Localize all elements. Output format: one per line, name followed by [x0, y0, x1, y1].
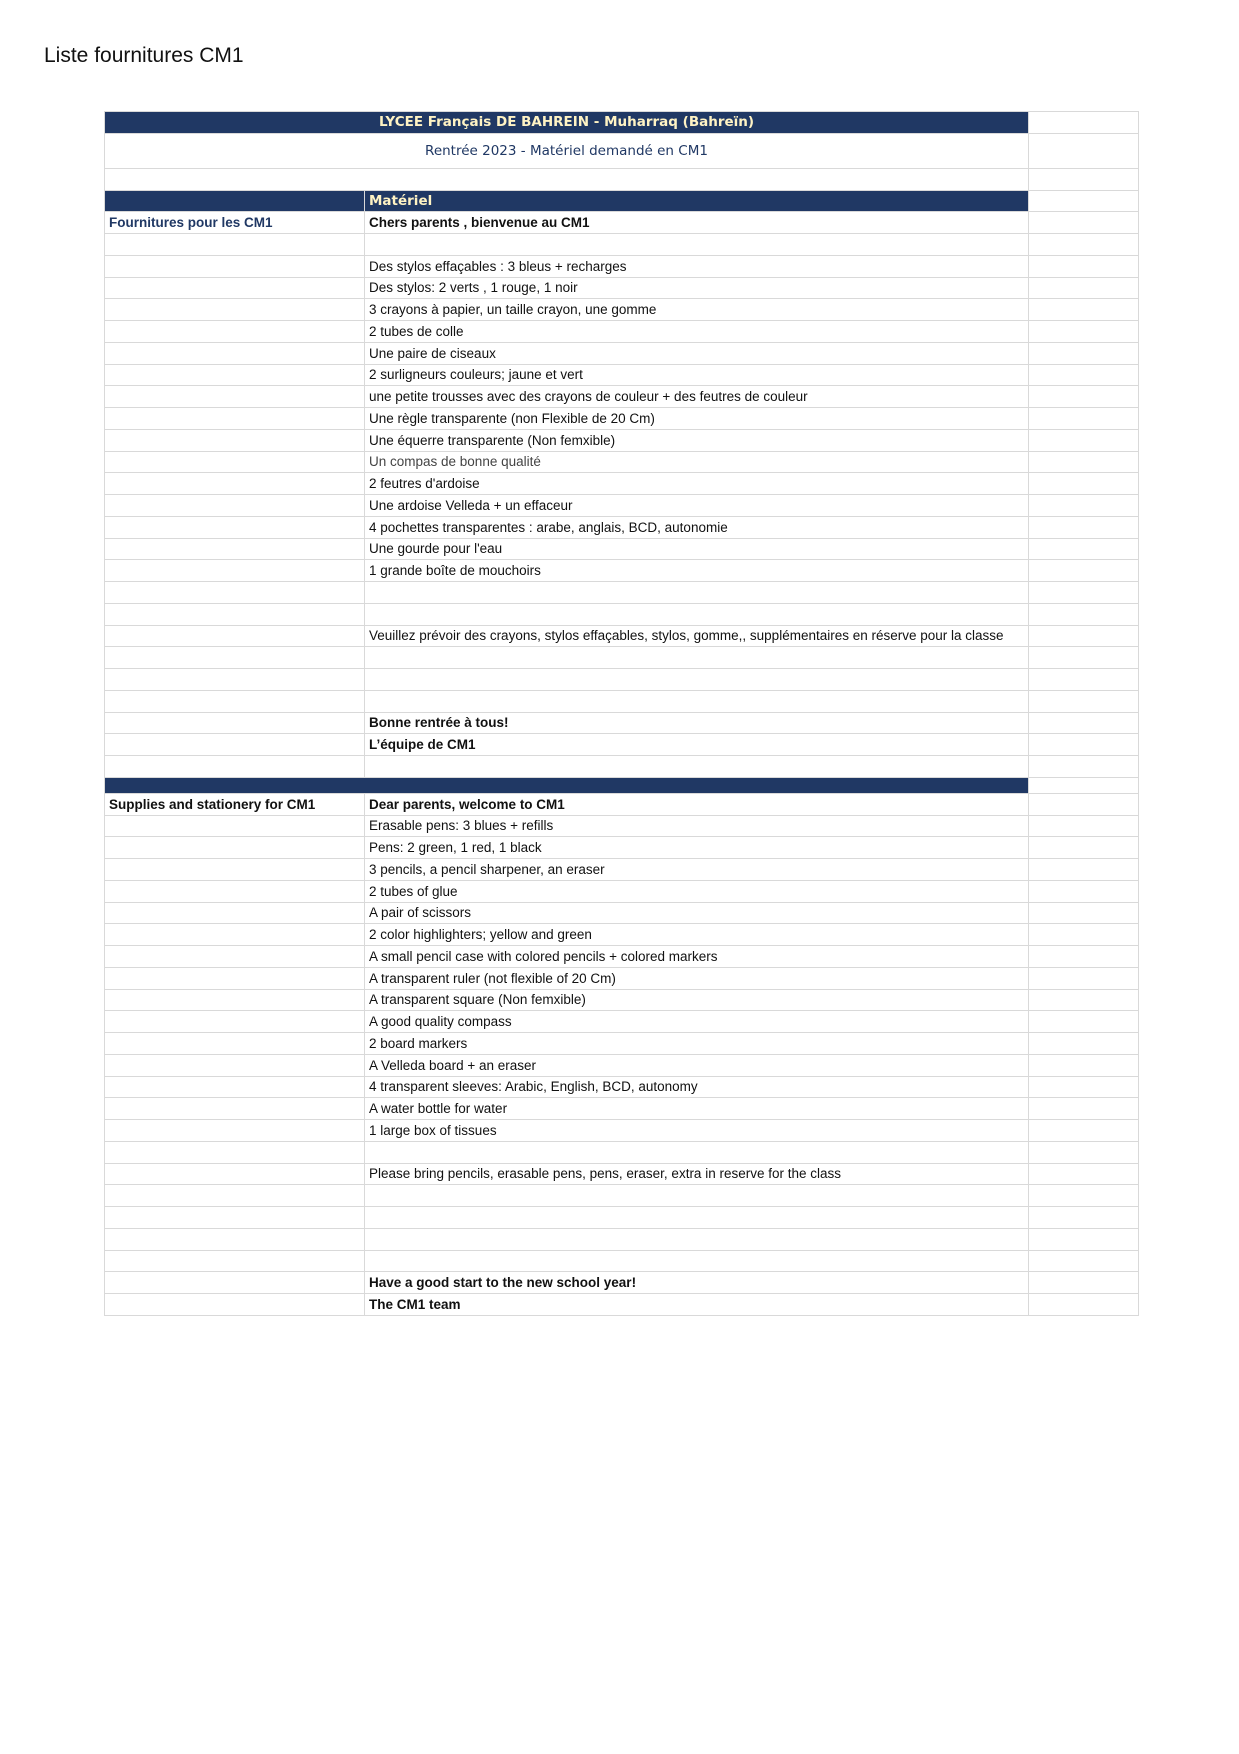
en-item-row	[105, 815, 1139, 837]
en-item-row	[105, 1033, 1139, 1055]
fr-item-row	[105, 495, 1139, 517]
fr-item: 1 grande boîte de mouchoirs	[365, 560, 1029, 582]
en-closing-row	[105, 1294, 1139, 1316]
en-item-row	[105, 1076, 1139, 1098]
fr-greeting: Chers parents , bienvenue au CM1	[365, 212, 1029, 234]
en-item-row	[105, 880, 1139, 902]
empty-row	[105, 1228, 1139, 1250]
fr-closing-row	[105, 734, 1139, 756]
document-title: Liste fournitures CM1	[44, 44, 244, 67]
fr-item: Une règle transparente (non Flexible de 20 Cm)	[365, 408, 1029, 430]
fr-item-row	[105, 451, 1139, 473]
empty-row	[105, 1250, 1139, 1272]
section-divider-row	[105, 777, 1139, 793]
fr-item: Une paire de ciseaux	[365, 342, 1029, 364]
fr-item-row	[105, 473, 1139, 495]
empty-row	[105, 1207, 1139, 1229]
en-section-label: Supplies and stationery for CM1	[105, 793, 365, 815]
empty-row	[105, 603, 1139, 625]
en-item: A transparent ruler (not flexible of 20 Cm)	[365, 967, 1029, 989]
empty-row	[105, 669, 1139, 691]
material-header-row	[105, 190, 1139, 212]
en-item: 2 tubes of glue	[365, 880, 1029, 902]
empty-row	[105, 1185, 1139, 1207]
fr-item-row	[105, 516, 1139, 538]
en-greeting: Dear parents, welcome to CM1	[365, 793, 1029, 815]
en-item: A water bottle for water	[365, 1098, 1029, 1120]
fr-closing-1: Bonne rentrée à tous!	[365, 712, 1029, 734]
en-item-row	[105, 946, 1139, 968]
fr-item-row	[105, 429, 1139, 451]
en-item: A good quality compass	[365, 1011, 1029, 1033]
en-note: Please bring pencils, erasable pens, pens, eraser, extra in reserve for the class	[365, 1163, 1029, 1185]
fr-item-row	[105, 408, 1139, 430]
fr-item: Une ardoise Velleda + un effaceur	[365, 495, 1029, 517]
fr-item: Un compas de bonne qualité	[365, 451, 1029, 473]
en-item-row	[105, 902, 1139, 924]
en-item-row	[105, 1120, 1139, 1142]
fr-item-row	[105, 321, 1139, 343]
en-closing-row	[105, 1272, 1139, 1294]
en-item: 2 board markers	[365, 1033, 1029, 1055]
en-item-row	[105, 837, 1139, 859]
en-item-row	[105, 1054, 1139, 1076]
en-item-row	[105, 1011, 1139, 1033]
en-item: A pair of scissors	[365, 902, 1029, 924]
en-closing-2: The CM1 team	[365, 1294, 1029, 1316]
en-item-row	[105, 1098, 1139, 1120]
fr-item-row	[105, 299, 1139, 321]
fr-item-row	[105, 255, 1139, 277]
fr-item: une petite trousses avec des crayons de couleur + des feutres de couleur	[365, 386, 1029, 408]
fr-item: Une gourde pour l'eau	[365, 538, 1029, 560]
school-header-row	[105, 112, 1139, 134]
en-note-row	[105, 1163, 1139, 1185]
material-label: Matériel	[365, 190, 1029, 212]
en-item: A small pencil case with colored pencils + colored markers	[365, 946, 1029, 968]
en-item-row	[105, 924, 1139, 946]
en-item: Pens: 2 green, 1 red, 1 black	[365, 837, 1029, 859]
school-name: LYCEE Français DE BAHREIN - Muharraq (Bahreïn)	[105, 112, 1029, 134]
en-item: 3 pencils, a pencil sharpener, an eraser	[365, 859, 1029, 881]
fr-closing-row	[105, 712, 1139, 734]
fr-item-row	[105, 386, 1139, 408]
en-item: A transparent square (Non femxible)	[365, 989, 1029, 1011]
empty-row	[105, 582, 1139, 604]
empty-row	[105, 756, 1139, 778]
fr-item-row	[105, 364, 1139, 386]
empty-row	[105, 168, 1139, 190]
fr-item: Une équerre transparente (Non femxible)	[365, 429, 1029, 451]
fr-note: Veuillez prévoir des crayons, stylos effaçables, stylos, gomme,, supplémentaires en réserve pour la classe	[365, 625, 1029, 647]
supplies-sheet	[104, 111, 1139, 1316]
empty-row	[105, 647, 1139, 669]
en-item: 4 transparent sleeves: Arabic, English, BCD, autonomy	[365, 1076, 1029, 1098]
fr-item: Des stylos effaçables : 3 bleus + recharges	[365, 255, 1029, 277]
fr-item-row	[105, 342, 1139, 364]
title-row	[105, 133, 1139, 168]
en-item: 2 color highlighters; yellow and green	[365, 924, 1029, 946]
fr-item: 2 feutres d'ardoise	[365, 473, 1029, 495]
fr-greeting-row	[105, 212, 1139, 234]
en-item-row	[105, 967, 1139, 989]
fr-item-row	[105, 538, 1139, 560]
fr-item: 2 surligneurs couleurs; jaune et vert	[365, 364, 1029, 386]
fr-item-row	[105, 560, 1139, 582]
fr-item: Des stylos: 2 verts , 1 rouge, 1 noir	[365, 277, 1029, 299]
en-item: A Velleda board + an eraser	[365, 1054, 1029, 1076]
page-title: Rentrée 2023 - Matériel demandé en CM1	[105, 133, 1029, 168]
fr-item-row	[105, 277, 1139, 299]
fr-section-label: Fournitures pour les CM1	[105, 212, 365, 234]
en-item: 1 large box of tissues	[365, 1120, 1029, 1142]
empty-row	[105, 1141, 1139, 1163]
fr-item: 4 pochettes transparentes : arabe, anglais, BCD, autonomie	[365, 516, 1029, 538]
fr-note-row	[105, 625, 1139, 647]
en-item-row	[105, 989, 1139, 1011]
en-item: Erasable pens: 3 blues + refills	[365, 815, 1029, 837]
empty-row	[105, 234, 1139, 256]
empty-row	[105, 690, 1139, 712]
en-item-row	[105, 859, 1139, 881]
section-divider	[105, 777, 1029, 793]
en-greeting-row	[105, 793, 1139, 815]
fr-closing-2: L’équipe de CM1	[365, 734, 1029, 756]
fr-item: 3 crayons à papier, un taille crayon, une gomme	[365, 299, 1029, 321]
en-closing-1: Have a good start to the new school year!	[365, 1272, 1029, 1294]
fr-item: 2 tubes de colle	[365, 321, 1029, 343]
